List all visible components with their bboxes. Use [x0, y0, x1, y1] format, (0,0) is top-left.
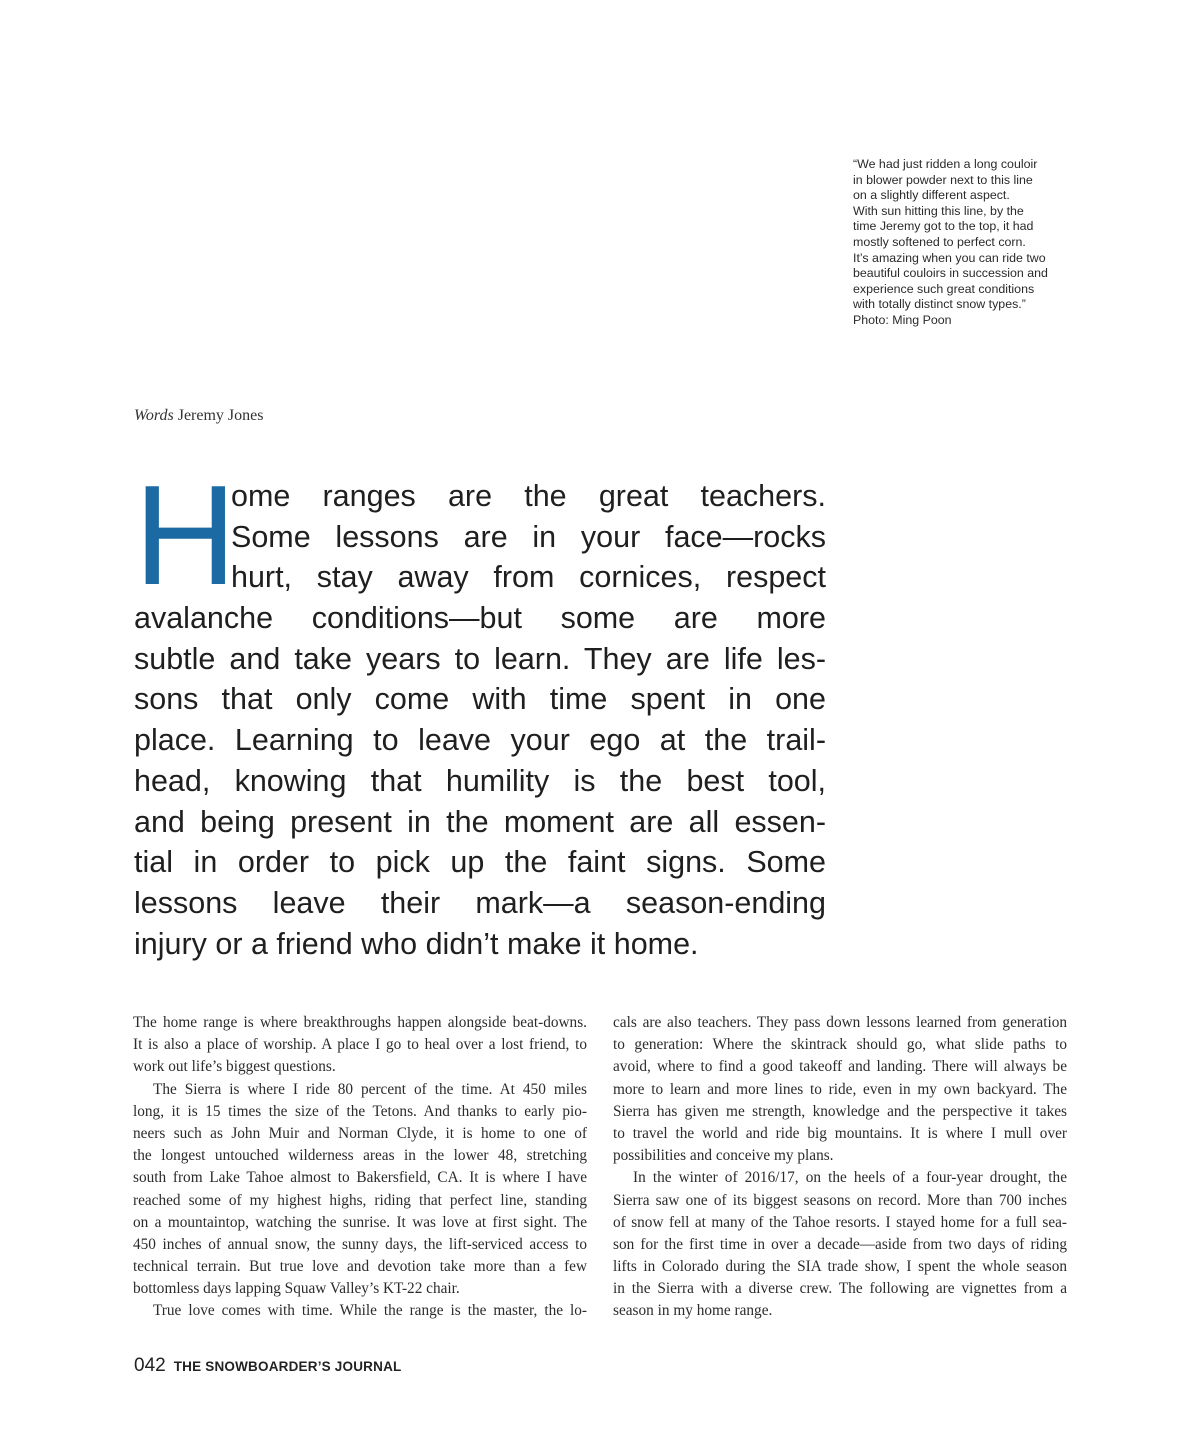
body-line: True love comes with time. While the range is the master, the lo-	[153, 1302, 587, 1320]
lead-line: avalanche conditions—but some are more	[134, 601, 826, 636]
lead-line: ome ranges are the great teachers.	[231, 479, 826, 513]
body-line: of snow fell at many of the Tahoe resorts. I stayed home for a full sea-	[613, 1213, 1067, 1231]
magazine-title: THE SNOWBOARDER’S JOURNAL	[173, 1359, 402, 1374]
body-line: Sierra has given me strength, knowledge and the perspective it takes	[613, 1102, 1067, 1120]
lead-line: sons that only come with time spent in one	[134, 682, 826, 717]
body-line: in the Sierra with a diverse crew. The following are vignettes from a	[613, 1280, 1067, 1298]
photo-caption	[853, 157, 1063, 329]
body-line: technical terrain. But true love and devotion take more than a few	[133, 1258, 587, 1276]
body-line: south from Lake Tahoe almost to Bakersfield, CA. It is where I have	[133, 1169, 587, 1187]
caption-line: With sun hitting this line, by the	[853, 203, 1024, 218]
body-line: 450 inches of annual snow, the sunny days, the lift-serviced access to	[133, 1235, 587, 1253]
body-line: to travel the world and ride big mountains. It is where I mull over	[613, 1124, 1067, 1142]
lead-line: subtle and take years to learn. They are life les-	[134, 641, 826, 676]
byline-label: Words	[134, 407, 174, 424]
body-line: reached some of my highest highs, riding that perfect line, standing	[133, 1191, 587, 1209]
body-line: In the winter of 2016/17, on the heels of a four-year drought, the	[633, 1169, 1067, 1187]
body-line: season in my home range.	[613, 1302, 773, 1320]
body-line: The Sierra is where I ride 80 percent of the time. At 450 miles	[153, 1080, 587, 1098]
body-line: avoid, where to find a good takeoff and landing. There will always be	[613, 1058, 1067, 1076]
lead-line: head, knowing that humility is the best tool,	[134, 763, 826, 798]
lead-line: lessons leave their mark—a season-ending	[134, 885, 826, 920]
body-line: on a mountaintop, watching the sunrise. It was love at first sight. The	[133, 1213, 587, 1231]
lead-line: and being present in the moment are all essen-	[134, 804, 826, 839]
body-line: It is also a place of worship. A place I go to heal over a lost friend, to	[133, 1036, 587, 1054]
body-line: work out life’s biggest questions.	[133, 1058, 336, 1076]
caption-line: It’s amazing when you can ride two	[853, 250, 1046, 265]
page-footer	[134, 1355, 401, 1377]
caption-line: beautiful couloirs in succession and	[853, 266, 1048, 281]
caption-credit: Photo: Ming Poon	[853, 312, 952, 327]
page-number: 042	[134, 1355, 166, 1376]
body-column-right	[613, 1012, 1067, 1323]
caption-line: experience such great conditions	[853, 281, 1035, 296]
lead-line: place. Learning to leave your ego at the trail-	[134, 723, 826, 758]
caption-line: in blower powder next to this line	[853, 172, 1033, 187]
caption-line: mostly softened to perfect corn.	[853, 234, 1026, 249]
body-column-left	[133, 1012, 587, 1323]
body-line: Sierra saw one of its biggest seasons on record. More than 700 inches	[613, 1191, 1067, 1209]
caption-line: time Jeremy got to the top, it had	[853, 219, 1034, 234]
byline	[134, 407, 263, 425]
body-line: bottomless days lapping Squaw Valley’s KT-22 chair.	[133, 1280, 460, 1298]
body-line: The home range is where breakthroughs happen alongside beat-downs.	[133, 1014, 587, 1031]
body-line: cals are also teachers. They pass down lessons learned from generation	[613, 1014, 1067, 1031]
caption-line: on a slightly different aspect.	[853, 188, 1010, 203]
body-line: son for the first time in over a decade—aside from two days of riding	[613, 1235, 1067, 1253]
body-line: more to learn and more lines to ride, even in my own backyard. The	[613, 1080, 1067, 1098]
body-line: neers such as John Muir and Norman Clyde, it is home to one of	[133, 1124, 587, 1142]
body-line: lifts in Colorado during the SIA trade show, I spent the whole season	[613, 1258, 1067, 1276]
drop-cap: H	[134, 484, 237, 592]
lead-line: injury or a friend who didn’t make it home.	[134, 926, 699, 961]
lead-line: hurt, stay away from cornices, respect	[231, 560, 826, 595]
body-line: to generation: Where the skintrack should go, what slide paths to	[613, 1036, 1067, 1054]
lead-line: Some lessons are in your face—rocks	[231, 519, 826, 554]
lead-paragraph	[134, 476, 826, 964]
lead-line: tial in order to pick up the faint signs. Some	[134, 845, 826, 880]
body-line: possibilities and conceive my plans.	[613, 1147, 834, 1165]
body-line: long, it is 15 times the size of the Tetons. And thanks to early pio-	[133, 1102, 587, 1120]
caption-line: “We had just ridden a long couloir	[853, 157, 1038, 171]
body-line: the longest untouched wilderness areas in the lower 48, stretching	[133, 1147, 587, 1165]
byline-author: Jeremy Jones	[177, 407, 264, 424]
caption-line: with totally distinct snow types.”	[853, 297, 1026, 312]
